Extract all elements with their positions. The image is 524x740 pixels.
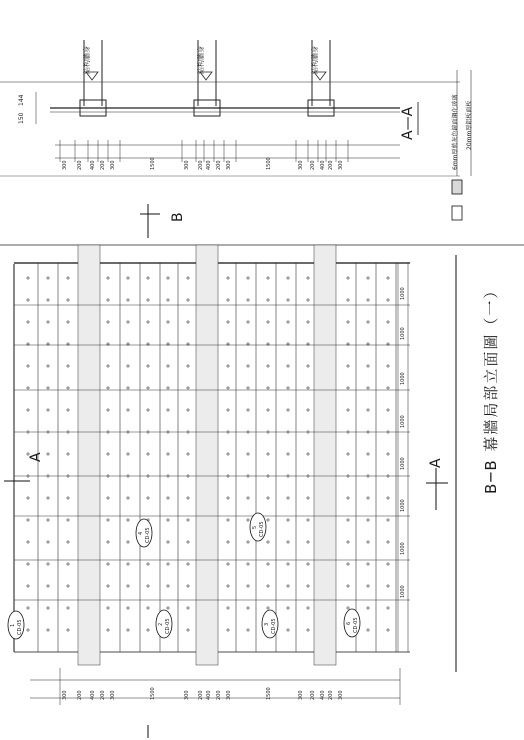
cut-marker-a-right-label: A — [428, 458, 444, 468]
callout-ref-6: CD-05 — [353, 617, 359, 633]
bottom-dim-11: 300 — [226, 690, 232, 700]
aa-dim-4: 200 — [100, 160, 106, 170]
right-dim-3: 1000 — [400, 372, 406, 385]
bottom-dim-7: 300 — [184, 690, 190, 700]
callout-ref-5: CD-05 — [259, 521, 265, 537]
section-a-a — [0, 40, 524, 245]
legend-label-glass: 6mm厚藍灰色鏡面鋼化玻璃 — [452, 94, 459, 170]
callout-number-1: 1 — [10, 623, 16, 627]
bottom-dim-12: 1500 — [266, 687, 272, 700]
structure-label-3: 結构牆身 — [311, 46, 319, 74]
cut-marker-a-right — [426, 468, 448, 510]
aa-dim-12: 1500 — [266, 157, 272, 170]
aa-dim-14: 200 — [310, 160, 316, 170]
height-dim-2: 144 — [18, 94, 25, 106]
callout-ref-3: CD-05 — [271, 618, 277, 634]
bottom-dim-5: 300 — [110, 690, 116, 700]
aa-dim-16: 200 — [328, 160, 334, 170]
right-dim-8: 1000 — [400, 585, 406, 598]
bottom-dim-3: 400 — [90, 690, 96, 700]
bottom-dim-2: 200 — [77, 690, 83, 700]
aa-dim-9: 400 — [206, 160, 212, 170]
legend-swatch-glass — [452, 180, 462, 194]
bottom-dim-15: 400 — [320, 690, 326, 700]
column-band-1 — [78, 245, 100, 665]
column-band-2 — [196, 245, 218, 665]
aa-dim-7: 300 — [184, 160, 190, 170]
aa-dim-6: 1500 — [150, 157, 156, 170]
bottom-dim-10: 200 — [216, 690, 222, 700]
bottom-dim-1: 300 — [62, 690, 68, 700]
callout-circles — [8, 513, 360, 639]
aa-dim-2: 200 — [77, 160, 83, 170]
callout-number-5: 5 — [252, 525, 258, 529]
aa-dim-3: 400 — [90, 160, 96, 170]
right-dim-6: 1000 — [400, 499, 406, 512]
right-dim-5: 1000 — [400, 457, 406, 470]
aa-dim-8: 200 — [198, 160, 204, 170]
bottom-dim-8: 200 — [198, 690, 204, 700]
callout-number-2: 2 — [158, 622, 164, 626]
aa-dim-1: 300 — [62, 160, 68, 170]
callout-ref-4: CD-05 — [145, 527, 151, 543]
cut-marker-a-left-label: A — [28, 452, 44, 462]
callout-number-3: 3 — [264, 622, 270, 626]
callout-ref-2: CD-05 — [165, 618, 171, 634]
right-dim-4: 1000 — [400, 415, 406, 428]
structure-label-1: 結构牆身 — [83, 46, 91, 74]
aa-dim-5: 300 — [110, 160, 116, 170]
callout-ref-1: CD-05 — [17, 619, 23, 635]
height-dim-1: 150 — [18, 112, 25, 124]
callout-number-4: 4 — [138, 531, 144, 535]
right-dim-7: 1000 — [400, 542, 406, 555]
legend-swatch-aluminum — [452, 206, 462, 220]
bottom-dim-17: 300 — [338, 690, 344, 700]
bottom-dim-16: 200 — [328, 690, 334, 700]
bottom-dim-13: 300 — [298, 690, 304, 700]
right-dim-1: 1000 — [400, 287, 406, 300]
aa-dim-13: 300 — [298, 160, 304, 170]
bottom-dim-9: 400 — [206, 690, 212, 700]
elevation-title: B─B 幕牆局部立面圖（一） — [482, 281, 500, 494]
bottom-dim-14: 200 — [310, 690, 316, 700]
cut-marker-a-left — [4, 463, 30, 506]
aa-dim-10: 200 — [216, 160, 222, 170]
aa-dim-11: 300 — [226, 160, 232, 170]
legend-label-aluminum: 20mm厚鋁板面板 — [466, 100, 473, 150]
right-dim-2: 1000 — [400, 327, 406, 340]
cut-marker-b — [140, 204, 160, 238]
aa-dim-15: 400 — [320, 160, 326, 170]
elevation-b-b — [8, 245, 456, 705]
bottom-dim-6: 1500 — [150, 687, 156, 700]
aa-dim-17: 300 — [338, 160, 344, 170]
bottom-dim-4: 200 — [100, 690, 106, 700]
structure-label-2: 結构牆身 — [197, 46, 205, 74]
cut-marker-b-label: B — [170, 212, 186, 222]
callout-number-6: 6 — [346, 621, 352, 625]
section-title-a-a: A—A — [400, 106, 416, 140]
column-band-3 — [314, 245, 336, 665]
